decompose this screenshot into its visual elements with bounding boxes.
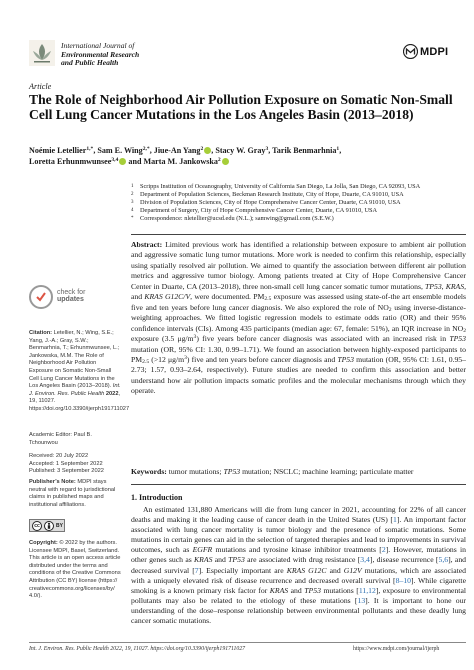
affiliations	[131, 183, 466, 223]
reference-link[interactable]: 3,4	[360, 555, 370, 565]
affiliation-number: 3	[131, 200, 134, 205]
author-affiliation-marker: 3,4	[111, 157, 119, 163]
introduction-paragraph: An estimated 131,880 Americans will die from lung cancer in 2021, accounting for 22% of all cancer deaths and making it the leading cause of cancer death in the United States (US) [1]. An important factor associated with lung cancer mortality is tumor biology and the presence of somatic mutations. Some mutations in certain genes can aid in the selection of targeted therapies and lead to improvements in survival outcomes, such as EGFR mutations and tyrosine kinase inhibitor treatments [2]. However, mutations in other genes such as KRAS and TP53 are associated with drug resistance [3,4], disease recurrence [5,6], and decreased survival [7]. Especially important are KRAS G12C and G12V mutations, which are associated with a uniquely elevated risk of disease recurrence and decreased overall survival [8–10]. While cigarette smoking is a known primary risk factor for KRAS and TP53 mutations [11,12], exposure to environmental pollutants may also be related to the etiology of these mutations [13]. It is important to hone our understanding of the dose–response relationship between environmental pollutants and these deadly lung cancer somatic mutations.	[131, 505, 467, 626]
affiliation-number: 1	[131, 184, 134, 189]
author-list: Noémie Letellier$^{1,*}$, Sam E. Wing$^{2,*}$, Jiue-An Yang$^2$ , Stacy W. Gray$^3$, Tarik Benmarhnia$^1$, Loretta Erhunmwunsee$^{3,4}$ and Marta M. Jankowska$^2$	[29, 146, 342, 166]
creative-commons-by-badge[interactable]	[29, 519, 65, 532]
author-affiliation-marker: 2	[200, 146, 204, 152]
reference-link[interactable]: 1	[392, 515, 397, 525]
footer-rule	[29, 642, 466, 643]
reference-link[interactable]: 11,12	[358, 585, 376, 595]
article-dates	[29, 432, 121, 476]
section-heading-introduction: 1. Introduction	[131, 493, 183, 502]
reference-link[interactable]: 13	[357, 595, 366, 605]
abstract: Abstract: Limited previous work has identified a relationship between exposure to ambient air pollution and aggressive somatic lung tumor mutations. More work is needed to confirm this relationship, especially using spatially resolved air pollution. We aimed to quantify the association between different air pollution metrics and aggressive tumor biology. Among patients treated at City of Hope Comprehensive Cancer Center in Duarte, CA (2013–2018), three non-small cell lung cancer somatic tumor mutations, TP53, KRAS, and KRAS G12C/V, were documented. $PM_{2.5}$ exposure was assessed using state-of-the art ensemble models five and ten years before lung cancer diagnosis. We also explored the role of $NO_2$ using inverse-distance-weighting approaches. We fitted logistic regression models to estimate odds ratio (OR) and their 95% confidence intervals (CIs). Among 435 participants (median age: 67, female: 51%), an IQR increase in $NO_2$ exposure (3.5 $\mu g/m^3$) five years before cancer diagnosis was associated with an increased risk in TP53 mutation (OR, 95% CI: 1.30, 0.99–1.71). We found an association between highly-exposed participants to $PM_{2.5}$ (>12 $\mu g/m^3$) five and ten years before cancer diagnosis and TP53 mutation (OR, 95% CI: 1.61, 0.95–2.73; 1.57, 0.93–2.64, respectively). Future studies are needed to confirm this association and better understand how air pollution impacts somatic profiles and the molecular mechanisms through which they operate.	[131, 240, 467, 396]
affiliation-text: Division of Population Sciences, City of Hope Comprehensive Cancer Center, Duarte, CA 91010, USA	[140, 199, 401, 206]
reference-link[interactable]: 2	[381, 545, 386, 555]
author-name[interactable]: Loretta Erhunmwunsee	[29, 157, 112, 166]
affiliation-item	[131, 215, 466, 223]
check-for-updates-icon	[29, 285, 53, 309]
author-name[interactable]: Marta M. Jankowska	[143, 157, 218, 166]
reference-link[interactable]: 8–10	[395, 575, 411, 585]
reference-link[interactable]: 5,6	[438, 555, 449, 565]
citation-block: Citation: Letellier, N.; Wing, S.E.; Yang, J.-A.; Gray, S.W.; Benmarhnia, T.; Erhunmwunsee, L.; Jankowska, M.M. The Role of Neighborhood Air Pollution Exposure on Somatic Non-Small Cell Lung Cancer Mutations in the Los Angeles Basin (2013–2018). Int. J. Environ. Res. Public Health 2022, 19, 11027. https://doi.org/10.3390/ijerph191711027	[29, 330, 130, 412]
affiliation-item	[131, 199, 466, 207]
journal-name-line1: International Journal of	[61, 41, 135, 50]
copyright-block: Copyright: © 2022 by the authors. Licensee MDPI, Basel, Switzerland. This article is an open access article distributed under the terms and conditions of the Creative Commons Attribution (CC BY) license (https:// creativecommons.org/licenses/by/ 4.0/).	[29, 540, 121, 600]
reference-link[interactable]: 7	[194, 565, 199, 575]
affiliation-number: 2	[131, 192, 134, 197]
journal-name-line3: and Public Health	[61, 58, 119, 68]
abstract-bottom-rule	[131, 484, 466, 485]
footer-citation: Int. J. Environ. Res. Public Health 2022, 19, 11027. https://doi.org/10.3390/ijerph191711027	[29, 646, 246, 652]
author-affiliation-marker: 1	[336, 146, 340, 152]
affiliation-item	[131, 207, 466, 215]
author-name[interactable]: Tarik Benmarhnia	[272, 146, 337, 155]
affiliation-number: *	[131, 216, 134, 221]
journal-name	[61, 42, 139, 68]
keywords-label: Keywords:	[131, 467, 167, 476]
abstract-top-rule	[131, 234, 466, 235]
check-for-updates-label: check for updates	[57, 289, 86, 304]
citation-doi[interactable]: , 19, 11027. https://doi.org/10.3390/ijerph191711027	[29, 390, 130, 412]
footer-journal-link[interactable]: https://www.mdpi.com/journal/ijerph	[353, 646, 440, 652]
affiliation-text: Scripps Institution of Oceanography, University of California San Diego, La Jolla, San Diego, CA 92093, USA	[140, 183, 421, 190]
author-name[interactable]: Jiue-An Yang	[153, 146, 201, 155]
author-name[interactable]: Noémie Letellier	[29, 146, 87, 155]
publisher-note: Publisher’s Note: MDPI stays neutral with regard to jurisdictional claims in published maps and institutional affiliations.	[29, 479, 116, 508]
mdpi-logo	[403, 44, 449, 60]
received-date: Received: 20 July 2022	[29, 453, 89, 460]
lotus-flower-logo	[29, 40, 55, 66]
affiliation-text: Department of Surgery, City of Hope Comprehensive Cancer Center, Duarte, CA 91010, USA	[140, 207, 378, 214]
affiliation-text: Department of Population Sciences, Beckman Research Institute, City of Hope, Duarte, CA 91010, USA	[140, 191, 404, 198]
affiliation-item	[131, 191, 466, 199]
author-affiliation-marker: 1,*	[86, 146, 94, 152]
article-title: The Role of Neighborhood Air Pollution Exposure on Somatic Non-Small Cell Lung Cancer Mutations in the Los Angeles Basin (2013–2018)	[29, 92, 453, 123]
citation-label: Citation:	[29, 330, 53, 336]
author-name[interactable]: Stacy W. Gray	[215, 146, 266, 155]
by-attribution-icon	[44, 521, 54, 531]
journal-name-line2: Environmental Research	[61, 49, 140, 59]
mdpi-emblem-icon	[403, 44, 418, 59]
author-affiliation-marker: 2,*	[142, 146, 150, 152]
published-date: Published: 3 September 2022	[29, 468, 104, 475]
cc-icon: cc	[32, 521, 42, 531]
academic-editor: Academic Editor: Paul B. Tchounwou	[29, 432, 92, 446]
check-for-updates-button[interactable]	[29, 285, 89, 315]
keywords: Keywords: tumor mutations; TP53 mutation; NSCLC; machine learning; particulate matter	[131, 467, 414, 476]
author-name[interactable]: Sam E. Wing	[97, 146, 143, 155]
accepted-date: Accepted: 1 September 2022	[29, 460, 103, 467]
author-affiliation-marker: 2	[217, 157, 221, 163]
orcid-icon[interactable]	[222, 158, 229, 165]
abstract-label: Abstract:	[131, 240, 163, 249]
affiliation-number: 4	[131, 208, 134, 213]
affiliation-text: Correspondence: nletellier@ucsd.edu (N.L.); samwing@gmail.com (S.E.W.)	[140, 215, 334, 222]
by-label: BY	[56, 522, 63, 529]
mdpi-wordmark: MDPI	[420, 46, 449, 58]
article-type: Article	[29, 82, 52, 91]
affiliation-item	[131, 183, 466, 191]
author-affiliation-marker: 3	[265, 146, 269, 152]
